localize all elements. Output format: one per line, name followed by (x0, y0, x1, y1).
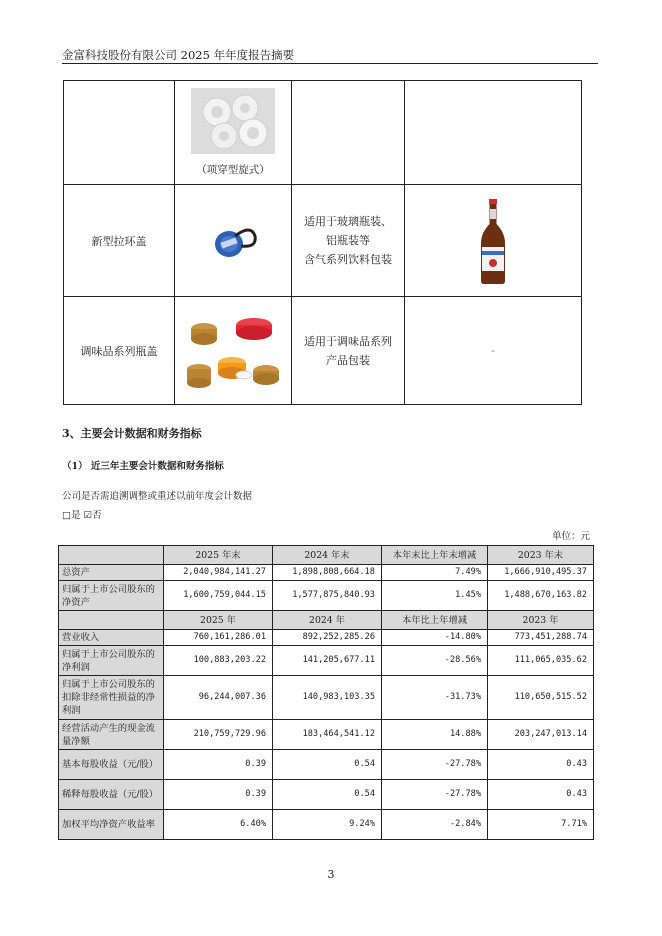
table-cell: 7.71% (488, 810, 594, 840)
column-header: 2023 年 (488, 611, 594, 630)
table-cell: 0.43 (488, 780, 594, 810)
usage-line: 产品包装 (326, 353, 370, 367)
table-cell: 1,600,759,044.15 (164, 581, 273, 611)
row-label: 归属于上市公司股东的净利润 (59, 646, 164, 676)
seasoning-caps-image (184, 313, 282, 389)
product-sample: - (405, 297, 582, 405)
column-header: 2024 年 (273, 611, 382, 630)
table-cell: 110,650,515.52 (488, 676, 594, 720)
product-row-3 (64, 297, 582, 405)
table-header-row (59, 611, 594, 630)
image-caption: （项穿型旋式） (196, 164, 270, 176)
table-cell: 892,252,285.26 (273, 630, 382, 646)
product-table (63, 80, 582, 405)
table-cell: 1.45% (382, 581, 488, 611)
table-cell: -2.84% (382, 810, 488, 840)
product-row-1 (64, 81, 582, 185)
product-sample (405, 81, 582, 185)
column-header: 2025 年末 (164, 546, 273, 565)
table-cell: 7.49% (382, 565, 488, 581)
table-cell: 183,464,541.12 (273, 720, 382, 750)
column-header: 2025 年 (164, 611, 273, 630)
row-label: 总资产 (59, 565, 164, 581)
table-cell: 203,247,013.14 (488, 720, 594, 750)
section-title: 3、主要会计数据和财务指标 (62, 427, 202, 440)
product-usage (292, 185, 405, 297)
financial-table (58, 545, 594, 840)
page-number: 3 (327, 868, 335, 881)
table-cell: 6.40% (164, 810, 273, 840)
usage-line: 含气系列饮料包装 (304, 253, 392, 266)
product-image-cell (175, 81, 292, 185)
table-row (59, 646, 594, 676)
usage-line: 铝瓶装等 (326, 234, 370, 247)
product-name (64, 81, 175, 185)
table-cell: 141,205,677.11 (273, 646, 382, 676)
table-cell: 210,759,729.96 (164, 720, 273, 750)
table-row (59, 720, 594, 750)
table-row (59, 750, 594, 780)
row-label: 营业收入 (59, 630, 164, 646)
product-usage (292, 297, 405, 405)
white-caps-image (191, 88, 275, 154)
table-cell: 1,666,910,495.37 (488, 565, 594, 581)
report-header: 金富科技股份有限公司 2025 年年度报告摘要 (62, 48, 295, 62)
usage-line: 适用于调味品系列 (304, 334, 392, 348)
table-cell: 1,488,670,163.82 (488, 581, 594, 611)
column-header: 本年比上年增减 (382, 611, 488, 630)
table-cell: 96,244,007.36 (164, 676, 273, 720)
column-header: 2023 年末 (488, 546, 594, 565)
product-usage (292, 81, 405, 185)
table-cell: 140,983,103.35 (273, 676, 382, 720)
restatement-question: 公司是否需追溯调整或重述以前年度会计数据 (62, 491, 253, 502)
table-cell: 2,040,984,141.27 (164, 565, 273, 581)
table-cell: 111,065,035.62 (488, 646, 594, 676)
table-cell: -27.78% (382, 780, 488, 810)
table-cell: 100,883,203.22 (164, 646, 273, 676)
restatement-answer: □是 ☑否 (62, 510, 102, 521)
table-cell: 14.88% (382, 720, 488, 750)
row-label: 归属于上市公司股东的扣除非经常性损益的净利润 (59, 676, 164, 720)
table-cell: 0.54 (273, 780, 382, 810)
pull-ring-cap-image (203, 218, 263, 264)
product-row-2 (64, 185, 582, 297)
unit-label: 单位：元 (551, 531, 590, 542)
column-header (59, 611, 164, 630)
column-header (59, 546, 164, 565)
table-cell: -31.73% (382, 676, 488, 720)
column-header: 2024 年末 (273, 546, 382, 565)
product-name: 新型拉环盖 (64, 185, 175, 297)
table-row (59, 630, 594, 646)
row-label: 稀释每股收益（元/股） (59, 780, 164, 810)
beer-bottle-image (478, 197, 508, 285)
product-image-cell (175, 185, 292, 297)
table-row (59, 676, 594, 720)
row-label: 归属于上市公司股东的净资产 (59, 581, 164, 611)
table-cell: 1,577,875,840.93 (273, 581, 382, 611)
table-cell: 1,898,808,664.18 (273, 565, 382, 581)
column-header: 本年末比上年末增减 (382, 546, 488, 565)
table-cell: 773,451,288.74 (488, 630, 594, 646)
header-divider (62, 63, 598, 64)
product-sample (405, 185, 582, 297)
table-cell: 0.39 (164, 750, 273, 780)
row-label: 经营活动产生的现金流量净额 (59, 720, 164, 750)
row-label: 基本每股收益（元/股） (59, 750, 164, 780)
table-cell: 0.54 (273, 750, 382, 780)
table-row (59, 810, 594, 840)
product-image-cell (175, 297, 292, 405)
table-row (59, 780, 594, 810)
table-row (59, 565, 594, 581)
table-cell: 0.43 (488, 750, 594, 780)
table-cell: 0.39 (164, 780, 273, 810)
table-cell: -14.80% (382, 630, 488, 646)
usage-line: 适用于玻璃瓶装、 (304, 215, 392, 228)
table-cell: 760,161,286.01 (164, 630, 273, 646)
row-label: 加权平均净资产收益率 (59, 810, 164, 840)
product-name: 调味品系列瓶盖 (64, 297, 175, 405)
table-cell: -27.78% (382, 750, 488, 780)
table-cell: -28.56% (382, 646, 488, 676)
table-row (59, 581, 594, 611)
table-cell: 9.24% (273, 810, 382, 840)
table-header-row (59, 546, 594, 565)
section-subtitle: （1） 近三年主要会计数据和财务指标 (62, 461, 224, 472)
